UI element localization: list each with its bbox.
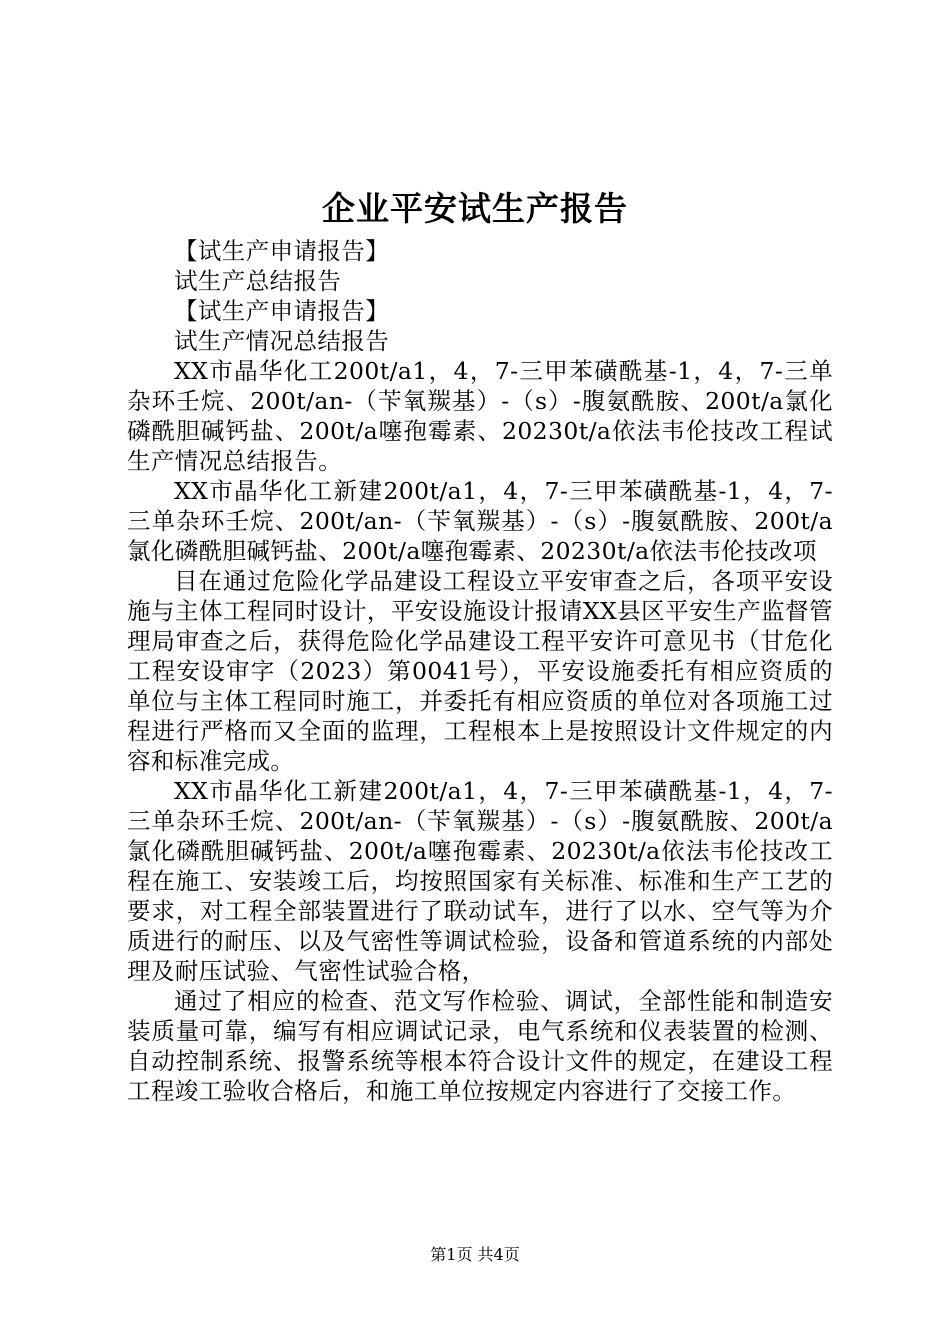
heading-line: 试生产总结报告 xyxy=(174,267,342,295)
body-paragraph: XX市晶华化工新建200t/a1，4，7-三甲苯磺酰基-1，4，7-三单杂环壬烷、200t/an-（苄氧羰基）-（s）-腹氨酰胺、200t/a氯化磷酰胆碱钙盐、200t/a噻孢霉素、20230t/a依法韦伦技改项 xyxy=(127,477,833,565)
document-title: 企业平安试生产报告 xyxy=(322,189,628,228)
heading-line: 【试生产申请报告】 xyxy=(174,237,390,265)
body-paragraph: XX市晶华化工新建200t/a1，4，7-三甲苯磺酰基-1，4，7-三单杂环壬烷、200t/an-（苄氧羰基）-（s）-腹氨酰胺、200t/a氯化磷酰胆碱钙盐、200t/a噻孢霉素、20230t/a依法韦伦技改工程在施工、安装竣工后，均按照国家有关标准、标准和生产工艺的要求，对工程全部装置进行了联动试车，进行了以水、空气等为介质进行的耐压、以及气密性等调试检验，设备和管道系统的内部处理及耐压试验、气密性试验合格， xyxy=(127,777,833,985)
heading-line: 试生产情况总结报告 xyxy=(174,327,390,355)
body-paragraph: 目在通过危险化学品建设工程设立平安审查之后，各项平安设施与主体工程同时设计，平安设施设计报请XX县区平安生产监督管理局审查之后，获得危险化学品建设工程平安许可意见书（甘危化工程安设审字（2023）第0041号），平安设施委托有相应资质的单位与主体工程同时施工，并委托有相应资质的单位对各项施工过程进行严格而又全面的监理，工程根本上是按照设计文件规定的内容和标准完成。 xyxy=(127,567,833,775)
heading-line: 【试生产申请报告】 xyxy=(174,297,390,325)
page-footer: 第1页 共4页 xyxy=(430,1245,520,1264)
document-body xyxy=(127,236,833,1106)
body-paragraph: XX市晶华化工200t/a1，4，7-三甲苯磺酰基-1，4，7-三单杂环壬烷、200t/an-（苄氧羰基）-（s）-腹氨酰胺、200t/a氯化磷酰胆碱钙盐、200t/a噻孢霉素、20230t/a依法韦伦技改工程试生产情况总结报告。 xyxy=(127,357,833,475)
body-paragraph: 通过了相应的检查、范文写作检验、调试，全部性能和制造安装质量可靠，编写有相应调试记录，电气系统和仪表装置的检测、自动控制系统、报警系统等根本符合设计文件的规定，在建设工程工程竣工验收合格后，和施工单位按规定内容进行了交接工作。 xyxy=(127,987,833,1105)
